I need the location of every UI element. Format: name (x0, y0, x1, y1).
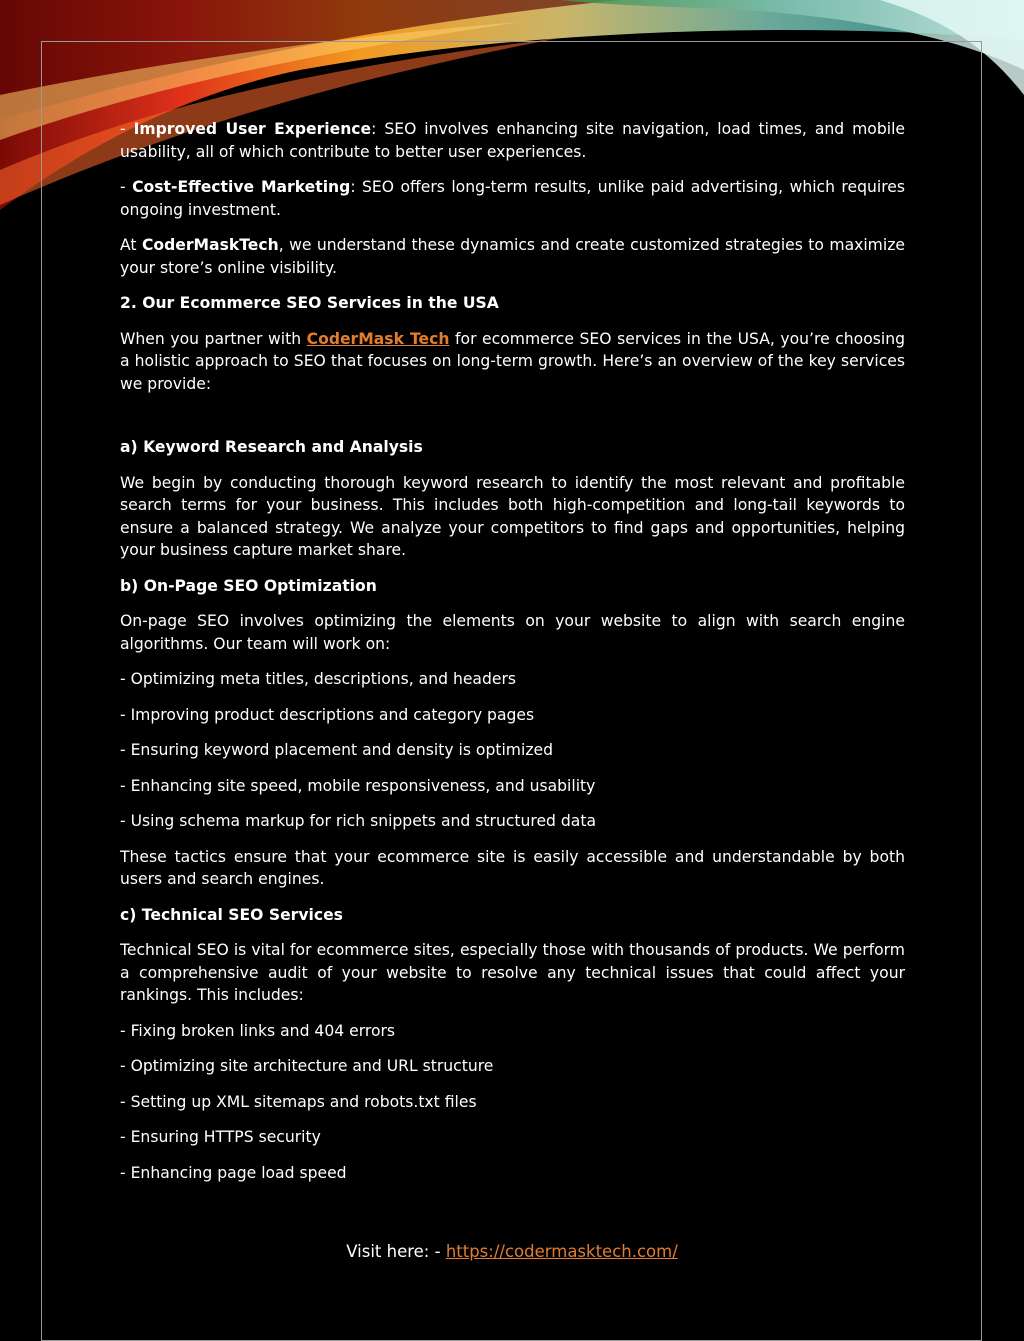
list-item: - Enhancing page load speed (120, 1163, 347, 1182)
paragraph-text: , we understand these dynamics and create customized strategies to maximize your store’s online visibility. (120, 236, 905, 277)
paragraph-on-page-outro: These tactics ensure that your ecommerce site is easily accessible and understandable by both users and search engines. (120, 847, 905, 888)
list-item: - Optimizing site architecture and URL structure (120, 1057, 494, 1075)
paragraph-lead: When you partner with (120, 329, 307, 348)
paragraph-text: : SEO involves enhancing site navigation, load times, and mobile usability, all of which contribute to better user experiences. (120, 120, 905, 161)
list-item: - Optimizing meta titles, descriptions, and headers (120, 670, 517, 688)
website-link[interactable]: https://codermasktech.com/ (445, 1242, 678, 1261)
subheading-on-page-seo: b) On-Page SEO Optimization (120, 576, 377, 595)
section-heading-ecommerce-seo-services: 2. Our Ecommerce SEO Services in the USA (120, 294, 499, 312)
paragraph-codermasktech (120, 234, 905, 279)
paragraph-text: for ecommerce SEO services in the USA, you’re choosing a holistic approach to SEO that focuses on long-term growth. Here’s an overview of the key services we provide: (120, 329, 905, 393)
list-item: - Using schema markup for rich snippets and structured data (120, 812, 597, 830)
codermask-tech-link[interactable]: CoderMask Tech (306, 329, 450, 348)
list-item: - Ensuring keyword placement and density is optimized (120, 741, 554, 759)
term-improved-user-experience: Improved User Experience (133, 120, 372, 138)
footer (0, 1242, 1024, 1261)
subheading-keyword-research: a) Keyword Research and Analysis (120, 438, 423, 456)
bullet-dash: - (120, 120, 134, 138)
list-item: - Enhancing site speed, mobile responsiveness, and usability (120, 776, 596, 795)
subheading-technical-seo: c) Technical SEO Services (120, 905, 343, 924)
paragraph-cost-effective-marketing (120, 176, 905, 221)
paragraph-partner (120, 328, 905, 396)
footer-label: Visit here: - (346, 1242, 446, 1261)
paragraph-technical-intro: Technical SEO is vital for ecommerce sites, especially those with thousands of products. We perform a comprehensive audit of your website to resolve any technical issues that could affect your rankings. This includes: (120, 941, 905, 1004)
company-name: CoderMaskTech (141, 236, 279, 254)
document-body (120, 118, 905, 1197)
bullet-dash: - (120, 178, 133, 196)
list-item: - Ensuring HTTPS security (120, 1128, 321, 1146)
paragraph-improved-user-experience (120, 118, 905, 163)
paragraph-text: : SEO offers long-term results, unlike paid advertising, which requires ongoing investment. (120, 178, 905, 219)
paragraph-keyword-research: We begin by conducting thorough keyword research to identify the most relevant and profitable search terms for your business. This includes both high-competition and long-tail keywords to ensure a balanced strategy. We analyze your competitors to find gaps and opportunities, helping your business capture market share. (120, 473, 905, 559)
paragraph-lead: At (120, 236, 142, 254)
list-item: - Fixing broken links and 404 errors (120, 1021, 396, 1040)
paragraph-on-page-intro: On-page SEO involves optimizing the elements on your website to align with search engine algorithms. Our team will work on: (120, 612, 905, 653)
spacer (120, 408, 905, 436)
list-item: - Setting up XML sitemaps and robots.txt files (120, 1092, 477, 1111)
list-item: - Improving product descriptions and category pages (120, 705, 535, 724)
term-cost-effective-marketing: Cost-Effective Marketing (132, 178, 351, 196)
